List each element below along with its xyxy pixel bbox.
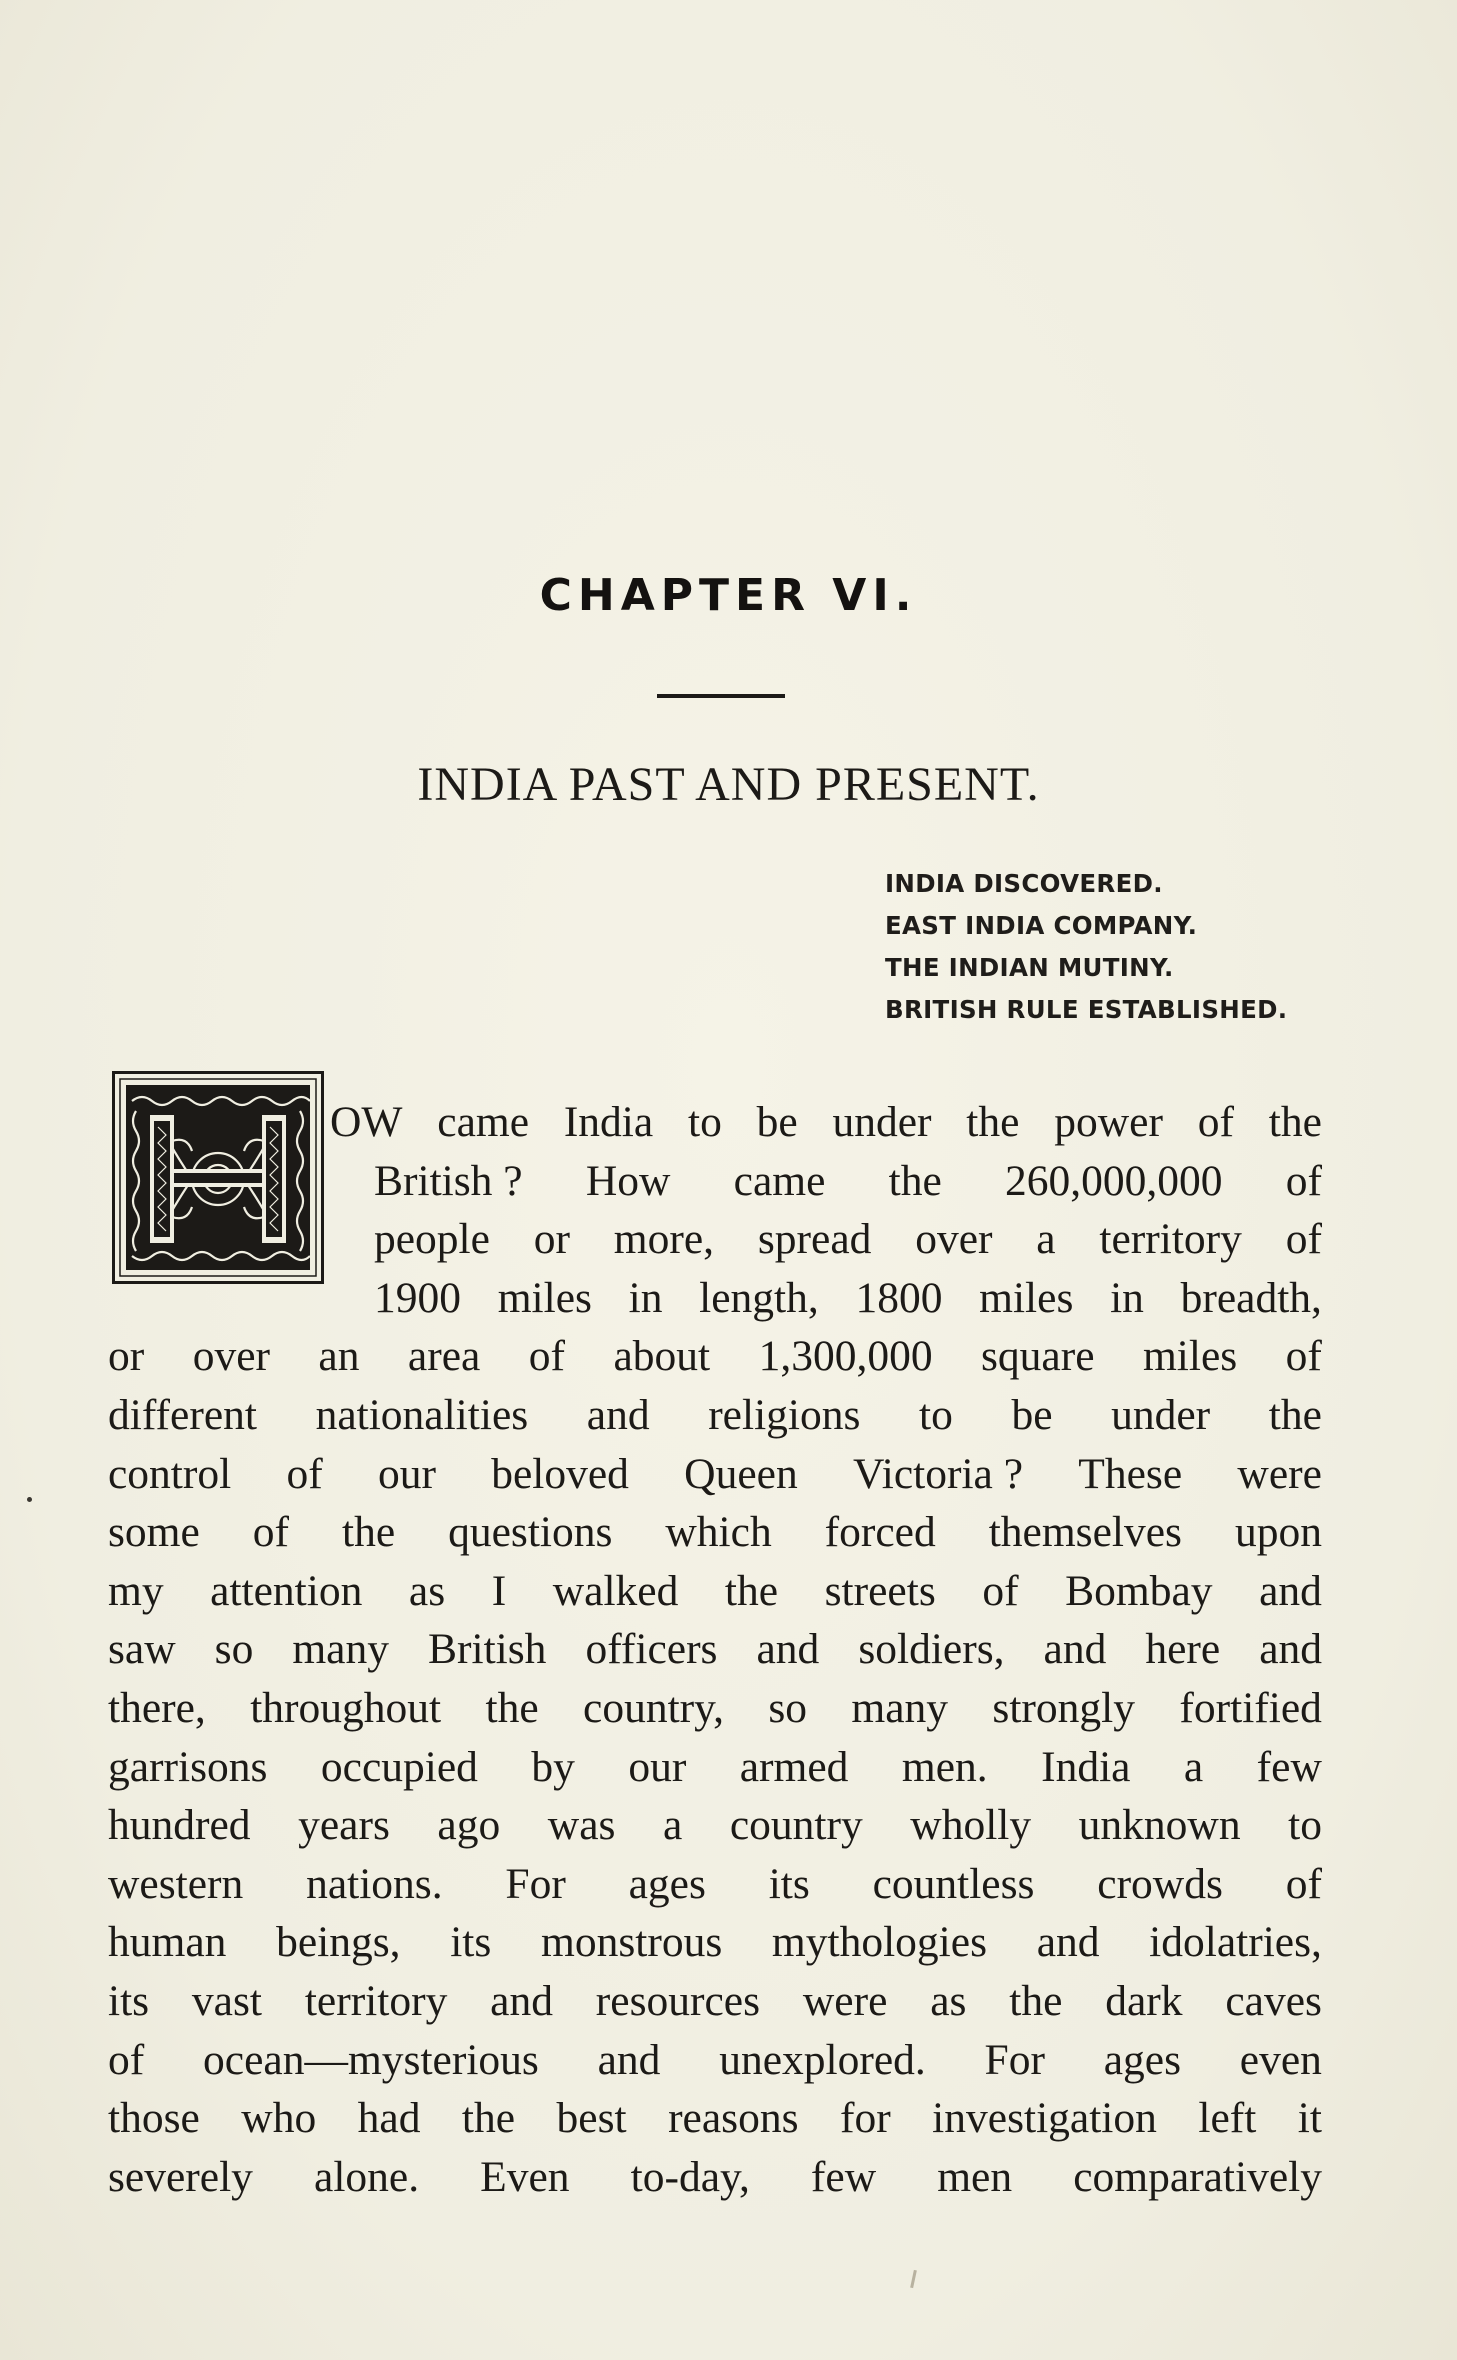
text-line <box>108 1855 1322 1914</box>
word: investigation <box>932 2094 1157 2143</box>
word: over <box>915 1215 993 1264</box>
word: a <box>1036 1215 1056 1264</box>
word: religions <box>708 1390 861 1439</box>
word: or <box>533 1215 570 1264</box>
word: dark <box>1105 1976 1183 2025</box>
word: 1,300,000 <box>758 1332 933 1381</box>
word: area <box>407 1332 481 1381</box>
word: square <box>981 1332 1095 1381</box>
word: in <box>1110 1273 1144 1322</box>
word: breadth, <box>1180 1273 1322 1322</box>
word: upon <box>1234 1508 1322 1557</box>
chapter-title: INDIA PAST AND PRESENT. <box>417 758 1040 811</box>
word: monstrous <box>540 1918 723 1967</box>
word: were <box>1237 1449 1322 1498</box>
word: ages <box>1103 2035 1182 2084</box>
word: hundred <box>108 1801 251 1850</box>
word: 1800 <box>855 1273 943 1322</box>
word: of <box>982 1566 1019 1615</box>
text-line <box>108 1913 1322 1972</box>
word: as <box>408 1566 446 1615</box>
word: those <box>108 2094 200 2143</box>
word: wholly <box>910 1801 1032 1850</box>
word: western <box>108 1859 244 1908</box>
text-line <box>374 1210 1322 1269</box>
text-line <box>108 1562 1322 1621</box>
word: it <box>1297 2094 1322 2143</box>
word: Bombay <box>1065 1566 1213 1615</box>
word: the <box>1268 1098 1322 1146</box>
word: the <box>461 2094 516 2143</box>
word: 1900 <box>374 1273 461 1322</box>
word: an <box>318 1332 360 1381</box>
text-line <box>108 2031 1322 2090</box>
word: miles <box>497 1273 592 1322</box>
word: countless <box>872 1859 1035 1908</box>
word: power <box>1054 1098 1163 1146</box>
word: Victoria ? <box>852 1449 1024 1498</box>
word: beloved <box>491 1449 629 1498</box>
word: under <box>832 1098 932 1146</box>
word: Even <box>480 2152 570 2201</box>
word: years <box>298 1801 390 1850</box>
word: territory <box>1099 1215 1242 1264</box>
text-line <box>108 1327 1322 1386</box>
word: more, <box>613 1215 715 1264</box>
word: armed <box>739 1742 849 1791</box>
word: best <box>556 2094 627 2143</box>
word: strongly <box>992 1683 1136 1732</box>
word: idolatries, <box>1149 1918 1322 1967</box>
word: was <box>547 1801 616 1850</box>
word: caves <box>1225 1976 1322 2025</box>
word: few <box>810 2152 877 2201</box>
word: the <box>724 1566 779 1615</box>
word: under <box>1111 1390 1211 1439</box>
word: resources <box>595 1976 761 2025</box>
summary-item: BRITISH RULE ESTABLISHED. <box>885 995 1288 1024</box>
word: a <box>662 1801 683 1850</box>
word: be <box>756 1098 798 1146</box>
word: the <box>485 1683 539 1732</box>
word: men <box>937 2152 1013 2201</box>
word: British <box>428 1625 547 1674</box>
word: came <box>733 1156 826 1205</box>
text-line <box>374 1269 1322 1328</box>
text-line <box>374 1152 1322 1211</box>
word: crowds <box>1097 1859 1223 1908</box>
word: were <box>802 1976 888 2025</box>
word: and <box>586 1390 650 1439</box>
word: many <box>851 1683 949 1732</box>
word: British ? <box>374 1156 523 1205</box>
word: beings, <box>276 1918 401 1967</box>
word: themselves <box>988 1508 1182 1557</box>
word: garrisons <box>108 1742 268 1791</box>
word: the <box>341 1508 396 1557</box>
summary-item: EAST INDIA COMPANY. <box>885 911 1198 940</box>
word: vast <box>191 1976 262 2025</box>
word: These <box>1078 1449 1183 1498</box>
text-line <box>108 2148 1322 2207</box>
word: alone. <box>314 2152 420 2201</box>
text-line <box>108 1972 1322 2031</box>
chapter-heading: CHAPTER VI. <box>539 570 918 621</box>
word: walked <box>552 1566 679 1615</box>
word: its <box>768 1859 810 1908</box>
word: of <box>108 2035 145 2084</box>
word: to-day, <box>630 2152 750 2201</box>
word: territory <box>304 1976 448 2025</box>
word: nations. <box>306 1859 443 1908</box>
word: a <box>1183 1742 1204 1791</box>
word: questions <box>448 1508 613 1557</box>
word: the <box>966 1098 1020 1146</box>
word: by <box>531 1742 575 1791</box>
word: comparatively <box>1073 2152 1322 2201</box>
word: attention <box>210 1566 363 1615</box>
word: spread <box>757 1215 872 1264</box>
word: soldiers, <box>858 1625 1005 1674</box>
word: country <box>729 1801 863 1850</box>
word: its <box>108 1976 150 2025</box>
word: miles <box>979 1273 1074 1322</box>
word: for <box>839 2094 891 2143</box>
word: and <box>1259 1625 1322 1674</box>
word: and <box>756 1625 820 1674</box>
word: of <box>1197 1098 1234 1146</box>
word: Queen <box>684 1449 798 1498</box>
text-line <box>108 1620 1322 1679</box>
word: unknown <box>1078 1801 1241 1850</box>
word: there, <box>108 1683 206 1732</box>
word: came <box>437 1098 530 1146</box>
word: throughout <box>250 1683 442 1732</box>
word: few <box>1256 1742 1322 1791</box>
word: over <box>192 1332 270 1381</box>
word: the <box>888 1156 942 1205</box>
word: ages <box>628 1859 706 1908</box>
word: streets <box>824 1566 936 1615</box>
body-text <box>108 1093 1322 2206</box>
text-line <box>108 1503 1322 1562</box>
word: nationalities <box>315 1390 529 1439</box>
word: so <box>768 1683 808 1732</box>
word: even <box>1239 2035 1322 2084</box>
word: For <box>984 2035 1045 2084</box>
text-line <box>108 1796 1322 1855</box>
word: people <box>374 1215 490 1264</box>
word: country, <box>583 1683 724 1732</box>
word: here <box>1145 1625 1221 1674</box>
chapter-summary <box>885 863 1287 1031</box>
word: had <box>357 2094 421 2143</box>
word: unexplored. <box>719 2035 926 2084</box>
word: officers <box>585 1625 718 1674</box>
word: and <box>597 2035 661 2084</box>
word: India <box>1041 1742 1131 1791</box>
word: and <box>1259 1566 1322 1615</box>
word: of <box>1285 1156 1322 1205</box>
word: For <box>505 1859 566 1908</box>
ink-mark <box>910 2270 917 2288</box>
word: to <box>919 1390 953 1439</box>
word: miles <box>1142 1332 1238 1381</box>
text-line <box>108 1679 1322 1738</box>
word: of <box>1285 1332 1322 1381</box>
word: different <box>108 1390 257 1439</box>
word: the <box>1009 1976 1063 2025</box>
word: saw <box>108 1625 176 1674</box>
text-line <box>330 1093 1322 1152</box>
word: so <box>214 1625 254 1674</box>
word: men. <box>901 1742 988 1791</box>
word: many <box>292 1625 389 1674</box>
word: its <box>450 1918 492 1967</box>
word: which <box>665 1508 772 1557</box>
paper-speck <box>27 1497 32 1502</box>
heading-rule <box>657 694 785 698</box>
word: 260,000,000 <box>1005 1156 1223 1205</box>
text-line <box>108 1386 1322 1445</box>
word: ocean—mysterious <box>203 2035 539 2084</box>
word: control <box>108 1449 232 1498</box>
word: left <box>1198 2094 1257 2143</box>
word: and <box>490 1976 553 2025</box>
word: in <box>628 1273 663 1322</box>
summary-item: INDIA DISCOVERED. <box>885 869 1163 898</box>
word: some <box>108 1508 200 1557</box>
word: to <box>1288 1801 1322 1850</box>
word: India <box>563 1098 654 1146</box>
word: severely <box>108 2152 253 2201</box>
word: of <box>286 1449 323 1498</box>
word: to <box>687 1098 722 1146</box>
word: forced <box>824 1508 936 1557</box>
word: mythologies <box>771 1918 988 1967</box>
word: of <box>1285 1859 1322 1908</box>
text-line <box>108 1738 1322 1797</box>
word: fortified <box>1179 1683 1322 1732</box>
word: who <box>241 2094 317 2143</box>
word: of <box>252 1508 290 1557</box>
word: and <box>1043 1625 1107 1674</box>
word: of <box>1285 1215 1322 1264</box>
word: or <box>108 1332 145 1381</box>
word: OW <box>330 1098 403 1146</box>
summary-item: THE INDIAN MUTINY. <box>885 953 1174 982</box>
word: my <box>108 1566 164 1615</box>
word: reasons <box>668 2094 799 2143</box>
word: as <box>930 1976 967 2025</box>
text-line <box>108 2089 1322 2148</box>
word: of <box>528 1332 566 1381</box>
word: and <box>1036 1918 1100 1967</box>
word: about <box>613 1332 711 1381</box>
word: our <box>628 1742 687 1791</box>
word: human <box>108 1918 227 1967</box>
word: our <box>377 1449 436 1498</box>
text-line <box>108 1445 1322 1504</box>
word: How <box>585 1156 671 1205</box>
word: ago <box>437 1801 501 1850</box>
word: be <box>1011 1390 1053 1439</box>
word: occupied <box>320 1742 478 1791</box>
word: the <box>1268 1390 1322 1439</box>
word: I <box>491 1566 507 1615</box>
word: length, <box>699 1273 819 1322</box>
